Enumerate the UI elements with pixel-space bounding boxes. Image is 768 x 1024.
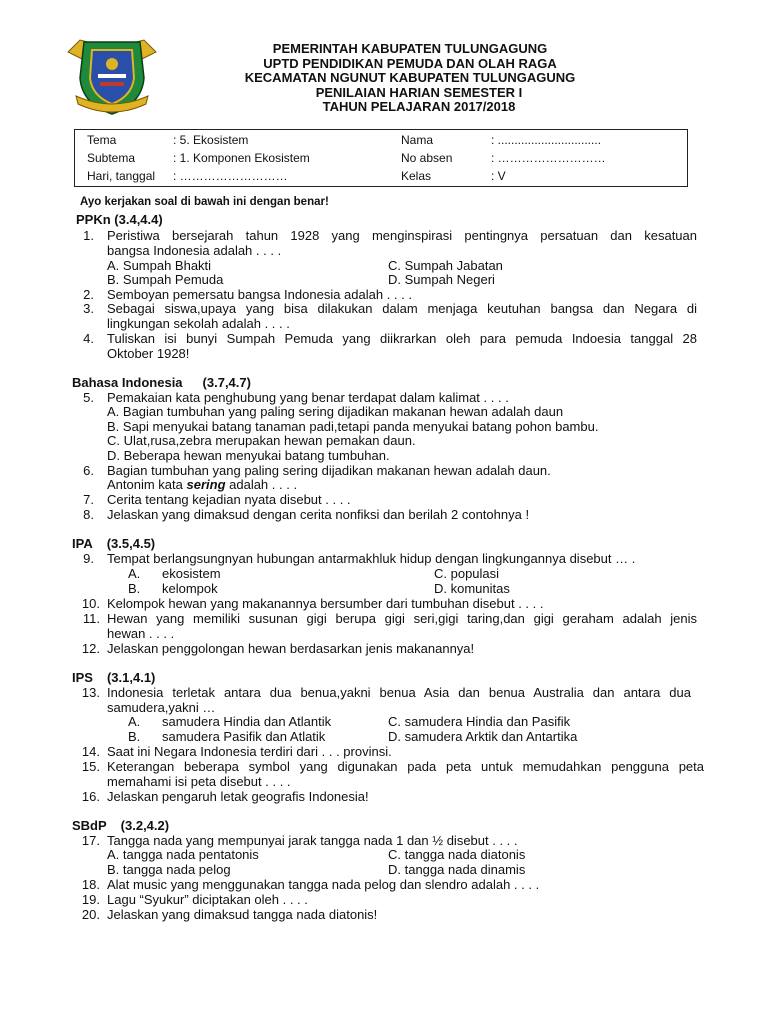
answer-option[interactable]: A. tangga nada pentatonis [107, 847, 259, 862]
tulungagung-emblem-logo [62, 34, 162, 118]
section-code: (3.4,4.4) [114, 212, 163, 227]
hari-value[interactable]: : ……………………… [173, 169, 288, 183]
nama-value[interactable]: : ............................... [491, 133, 602, 147]
section-code: (3.5,4.5) [106, 536, 156, 551]
question-text: Indonesia terletak antara dua benua,yakni benua Asia dan benua Australia dan antara dua [107, 685, 691, 700]
question-text: Jelaskan yang dimaksud dengan cerita nonfiksi dan berilah 2 contohnya ! [107, 507, 530, 522]
question-number: 18. [81, 877, 100, 892]
section-name: IPS [72, 670, 93, 685]
answer-option[interactable]: A. Sumpah Bhakti [107, 258, 212, 273]
nama-label: Nama [401, 133, 434, 147]
answer-option[interactable]: D. tangga nada dinamis [388, 862, 526, 877]
question-number: 20. [81, 907, 100, 922]
answer-option[interactable]: kelompok [162, 581, 218, 596]
emblem-stripe [100, 82, 124, 86]
question-text: Jelaskan penggolongan hewan berdasarkan jenis makanannya! [107, 641, 475, 656]
question-text: Lagu “Syukur” diciptakan oleh . . . . [107, 892, 308, 907]
answer-option[interactable]: samudera Hindia dan Atlantik [162, 714, 332, 729]
answer-option[interactable]: B. tangga nada pelog [107, 862, 231, 877]
kelas-value: : V [491, 169, 506, 183]
question-text: hewan . . . . [107, 626, 175, 641]
tema-value: : 5. Ekosistem [173, 133, 249, 147]
question-text: Bagian tumbuhan yang paling sering dijadikan makanan hewan adalah daun. [107, 463, 551, 478]
section-heading-sbdp [72, 818, 169, 833]
question-text: Peristiwa bersejarah tahun 1928 yang menginspirasi pentingnya persatuan dan kesatuan [107, 228, 697, 243]
question-text: Pemakaian kata penghubung yang benar terdapat dalam kalimat . . . . [107, 390, 509, 405]
question-number: 17. [81, 833, 100, 848]
header-line: PEMERINTAH KABUPATEN TULUNGAGUNG [272, 41, 548, 56]
section-heading-ips [72, 670, 155, 685]
answer-option[interactable]: C. Sumpah Jabatan [388, 258, 503, 273]
question-text: lingkungan sekolah adalah . . . . [107, 316, 290, 331]
question-number: 5. [83, 390, 94, 405]
header-line: KECAMATAN NGUNUT KABUPATEN TULUNGAGUNG [244, 70, 576, 85]
document-header [190, 42, 630, 115]
emblem-stripe [98, 74, 126, 78]
question-text: Oktober 1928! [107, 346, 190, 361]
question-text: Tuliskan isi bunyi Sumpah Pemuda yang diikrarkan oleh para pemuda Indoesia tanggal 28 [107, 331, 697, 346]
answer-option[interactable]: D. Beberapa hewan menyukai batang tumbuhan. [107, 448, 390, 463]
answer-option[interactable]: D. samudera Arktik dan Antartika [388, 729, 578, 744]
section-heading-bahasa-indonesia [72, 375, 251, 390]
section-code: (3.7,4.7) [202, 375, 251, 390]
question-text-part: Antonim kata [107, 477, 187, 492]
question-text: Jelaskan yang dimaksud tangga nada diatonis! [107, 907, 378, 922]
question-text-part: adalah . . . . [225, 477, 298, 492]
question-text: Tangga nada yang mempunyai jarak tangga nada 1 dan ½ disebut . . . . [107, 833, 518, 848]
answer-option[interactable]: C. Ulat,rusa,zebra merupakan hewan pemakan daun. [107, 433, 416, 448]
answer-option-letter[interactable]: A. [128, 566, 141, 581]
absen-label: No absen [401, 151, 453, 165]
question-number: 19. [81, 892, 100, 907]
section-name: Bahasa Indonesia [72, 375, 183, 390]
question-text: Kelompok hewan yang makanannya bersumber dari tumbuhan disebut . . . . [107, 596, 544, 611]
question-number: 2. [83, 287, 94, 302]
question-text: Tempat berlangsungnyan hubungan antarmakhluk hidup dengan lingkungannya disebut … . [107, 551, 636, 566]
hari-label: Hari, tanggal [87, 169, 156, 183]
question-number: 8. [83, 507, 94, 522]
question-number: 15. [81, 759, 100, 774]
emphasized-word: sering [186, 477, 226, 492]
question-text: Alat music yang menggunakan tangga nada pelog dan slendro adalah . . . . [107, 877, 540, 892]
question-number: 14. [81, 744, 100, 759]
question-number: 9. [83, 551, 94, 566]
answer-option[interactable]: C. populasi [434, 566, 500, 581]
answer-option[interactable]: A. Bagian tumbuhan yang paling sering dijadikan makanan hewan adalah daun [107, 404, 564, 419]
answer-option[interactable]: ekosistem [162, 566, 221, 581]
question-number: 6. [83, 463, 94, 478]
section-code: (3.2,4.2) [120, 818, 170, 833]
question-text: Cerita tentang kejadian nyata disebut . . . . [107, 492, 351, 507]
answer-option[interactable]: D. komunitas [434, 581, 510, 596]
question-number: 10. [81, 596, 100, 611]
question-number: 11. [82, 611, 100, 626]
question-text: Keterangan beberapa symbol yang digunakan pada peta untuk memudahkan pengguna peta [107, 759, 704, 774]
question-number: 1. [83, 228, 94, 243]
answer-option[interactable]: C. tangga nada diatonis [388, 847, 526, 862]
section-name: IPA [72, 536, 93, 551]
header-line: UPTD PENDIDIKAN PEMUDA DAN OLAH RAGA [263, 55, 557, 71]
section-heading-ipa [72, 536, 155, 551]
subtema-value: : 1. Komponen Ekosistem [173, 151, 310, 165]
answer-option-letter[interactable]: B. [128, 729, 141, 744]
answer-option[interactable]: B. Sapi menyukai batang tanaman padi,tetapi panda menyukai batang pohon bambu. [107, 419, 599, 434]
section-heading-ppkn [76, 212, 163, 227]
answer-option[interactable]: samudera Pasifik dan Atlatik [162, 729, 326, 744]
tema-label: Tema [87, 133, 117, 147]
question-text: bangsa Indonesia adalah . . . . [107, 243, 282, 258]
section-code: (3.1,4.1) [106, 670, 156, 685]
emblem-star [106, 58, 118, 70]
absen-value[interactable]: : ……………………… [491, 151, 606, 165]
question-text: Sebagai siswa,upaya yang bisa dilakukan dalam menjaga keutuhan bangsa dan Negara di [107, 301, 697, 316]
question-number: 3. [83, 301, 94, 316]
question-number: 4. [83, 331, 94, 346]
header-line: TAHUN PELAJARAN 2017/2018 [322, 99, 516, 114]
question-text: samudera,yakni … [107, 700, 216, 715]
answer-option[interactable]: B. Sumpah Pemuda [107, 272, 224, 287]
answer-option-letter[interactable]: A. [128, 714, 141, 729]
question-number: 13. [81, 685, 100, 700]
answer-option[interactable]: C. samudera Hindia dan Pasifik [388, 714, 571, 729]
student-info-box [74, 129, 688, 187]
question-number: 12. [81, 641, 100, 656]
answer-option[interactable]: D. Sumpah Negeri [388, 272, 495, 287]
header-line: PENILAIAN HARIAN SEMESTER I [315, 84, 523, 100]
question-text: Hewan yang memiliki susunan gigi berupa gigi seri,gigi taring,dan gigi geraham adalah jenis [107, 611, 697, 626]
question-text: Saat ini Negara Indonesia terdiri dari . . . provinsi. [107, 744, 392, 759]
instruction-text: Ayo kerjakan soal di bawah ini dengan benar! [80, 196, 329, 208]
question-number: 16. [81, 789, 100, 804]
subtema-label: Subtema [87, 151, 136, 165]
question-text [107, 477, 297, 492]
question-text: memahami isi peta disebut . . . . [107, 774, 291, 789]
question-text: Semboyan pemersatu bangsa Indonesia adalah . . . . [107, 287, 412, 302]
answer-option-letter[interactable]: B. [128, 581, 141, 596]
section-name: SBdP [72, 818, 107, 833]
section-name: PPKn [76, 212, 111, 227]
kelas-label: Kelas [401, 169, 432, 183]
question-number: 7. [83, 492, 94, 507]
question-text: Jelaskan pengaruh letak geografis Indonesia! [107, 789, 369, 804]
